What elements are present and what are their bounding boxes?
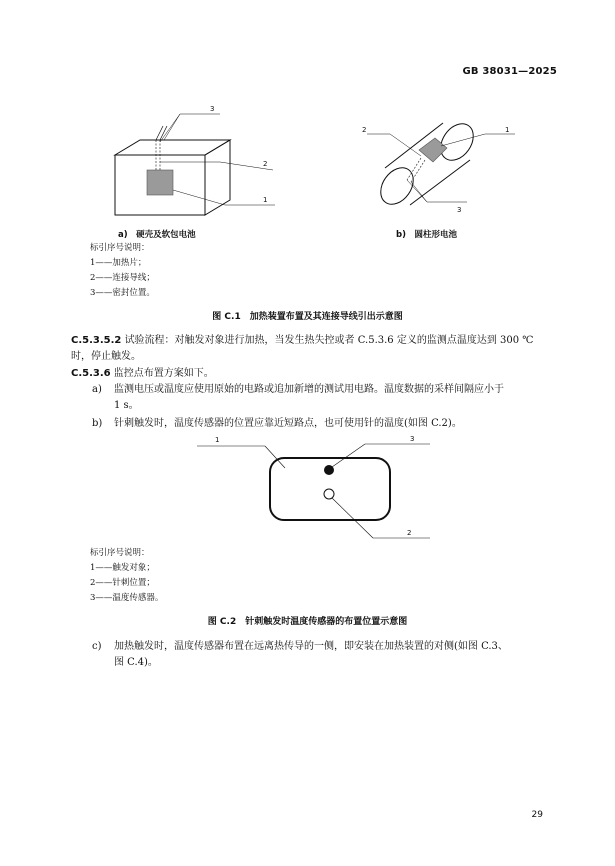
leader-line-2 — [332, 498, 373, 538]
legend-item: 1——触发对象； — [90, 563, 155, 573]
label-2: 2 — [263, 160, 268, 168]
box-right-face — [205, 140, 230, 215]
item-text: 监测电压或温度应使用原始的电路或追加新增的测试用电路。温度数据的采样间隔应小于 — [114, 384, 504, 395]
clause-number: C.5.3.6 — [71, 368, 111, 379]
label-3: 3 — [410, 435, 415, 443]
legend-title: 标引序号说明： — [90, 243, 150, 253]
clause-c536 — [71, 366, 214, 382]
figure-c2-caption: 图 C.2 针刺触发时温度传感器的布置位置示意图 — [207, 617, 408, 627]
label-1: 1 — [215, 436, 220, 444]
item-a — [92, 382, 562, 411]
box-top-face — [115, 140, 230, 155]
item-marker: c) — [92, 641, 102, 652]
legend-c2 — [90, 546, 163, 606]
item-text: 针刺触发时，温度传感器的位置应靠近短路点，也可使用针的温度(如图 C.2)。 — [114, 418, 462, 429]
item-b — [92, 416, 562, 432]
lead-wire-out — [156, 126, 163, 140]
leader-line-3 — [411, 182, 427, 202]
figure-c2-nail-penetration — [195, 432, 435, 547]
leader-line-1 — [173, 190, 225, 205]
lead-wire — [407, 158, 421, 180]
item-text: 1 s。 — [114, 400, 139, 411]
clause-c5352 — [71, 333, 561, 365]
figure-c1b-cylinder-battery — [355, 120, 525, 215]
lead-wire-out — [160, 126, 167, 140]
item-c — [92, 639, 562, 668]
label-2: 2 — [362, 126, 367, 134]
label-1: 1 — [263, 196, 268, 204]
legend-c1 — [90, 241, 155, 301]
label-3: 3 — [457, 206, 462, 214]
label-2: 2 — [407, 529, 412, 537]
clause-text: 监控点布置方案如下。 — [113, 368, 214, 379]
legend-item: 3——密封位置。 — [90, 288, 155, 298]
heater-pad — [147, 170, 173, 195]
label-1: 1 — [505, 126, 510, 134]
nail-position — [324, 489, 334, 499]
figure-c1-caption: 图 C.1 加热装置布置及其连接导线引出示意图 — [212, 312, 403, 322]
legend-item: 2——针刺位置； — [90, 578, 155, 588]
legend-item: 2——连接导线； — [90, 273, 155, 283]
heater-pad — [419, 138, 447, 162]
standard-number: GB 38031—2025 — [462, 66, 557, 77]
subcaption-a: a) 硬壳及软包电池 — [118, 230, 196, 240]
leader-line-1 — [265, 446, 285, 468]
page-number: 29 — [531, 810, 543, 820]
item-text: 图 C.4)。 — [114, 657, 158, 668]
item-text: 加热触发时，温度传感器布置在远离热传导的一侧，即安装在加热装置的对侧(如图 C.3、 — [114, 641, 508, 652]
leader-line-3 — [160, 114, 180, 142]
item-marker: b) — [92, 418, 103, 429]
legend-title: 标引序号说明： — [90, 548, 150, 558]
legend-item: 3——温度传感器。 — [90, 593, 164, 603]
item-marker: a) — [92, 384, 102, 395]
clause-text: 试验流程：对触发对象进行加热，当发生热失控或者 C.5.3.6 定义的监测点温度达到 300 ℃ — [124, 335, 534, 346]
label-3: 3 — [210, 105, 215, 113]
clause-number: C.5.3.5.2 — [71, 335, 122, 346]
figure-c1a-box-battery — [100, 100, 300, 225]
cylinder-edge-bottom — [410, 160, 470, 205]
subcaption-b: b) 圆柱形电池 — [396, 230, 457, 240]
lead-wire — [411, 160, 425, 182]
clause-text: 时，停止触发。 — [71, 351, 141, 362]
legend-item: 1——加热片； — [90, 258, 147, 268]
leader-line-3 — [332, 444, 365, 467]
leader-line-1 — [441, 134, 485, 146]
